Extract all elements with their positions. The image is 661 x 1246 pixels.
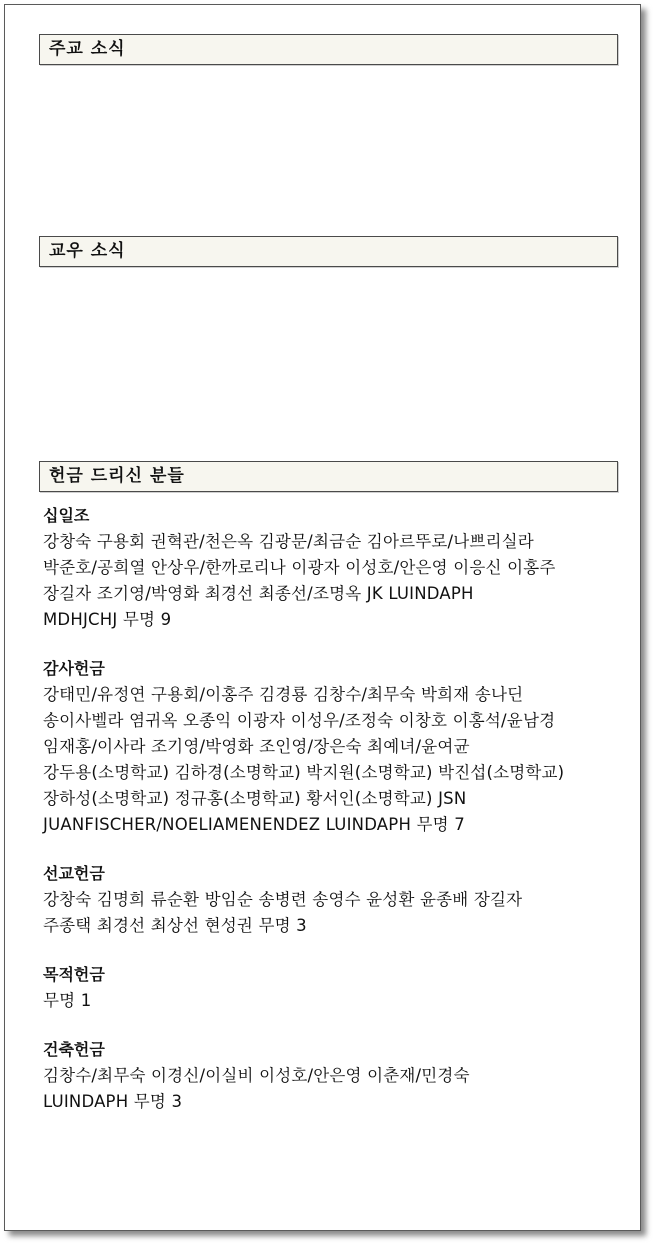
donor-line: 강창숙 김명희 류순환 방임순 송병련 송영수 윤성환 윤종배 장길자: [43, 890, 523, 909]
donation-group-title: 건축헌금: [43, 1040, 105, 1059]
donation-group: [43, 861, 618, 939]
donation-group: [43, 503, 618, 633]
donor-names: [43, 1063, 618, 1115]
section-header-parishioner-news: 교우 소식: [39, 236, 618, 267]
donor-names: [43, 529, 618, 633]
donation-list: [43, 503, 618, 1138]
donor-line: 강태민/유정연 구용회/이홍주 김경룡 김창수/최무숙 박희재 송나딘: [43, 685, 524, 704]
donor-line: 강두용(소명학교) 김하경(소명학교) 박지원(소명학교) 박진섭(소명학교): [43, 763, 565, 782]
donor-line: 임재홍/이사라 조기영/박영화 조인영/장은숙 최예녀/윤여균: [43, 737, 470, 756]
donor-names: [43, 682, 618, 838]
donor-line: 무명 1: [43, 991, 92, 1010]
donor-line: 김창수/최무숙 이경신/이실비 이성호/안은영 이춘재/민경숙: [43, 1066, 470, 1085]
section-header-donations: 헌금 드리신 분들: [39, 461, 618, 492]
donation-group: [43, 1037, 618, 1115]
donation-group-title: 십일조: [43, 506, 90, 525]
donor-line: JUANFISCHER/NOELIAMENENDEZ LUINDAPH 무명 7: [43, 815, 465, 834]
donor-line: 주종택 최경선 최상선 현성권 무명 3: [43, 916, 307, 935]
donor-line: 장하성(소명학교) 정규홍(소명학교) 황서인(소명학교) JSN: [43, 789, 467, 808]
donor-line: 송이사벨라 염귀옥 오종익 이광자 이성우/조정숙 이창호 이홍석/윤남경: [43, 711, 556, 730]
donation-group-title: 감사헌금: [43, 659, 105, 678]
donor-names: [43, 988, 618, 1014]
donor-line: LUINDAPH 무명 3: [43, 1092, 183, 1111]
donation-group-title: 선교헌금: [43, 864, 105, 883]
donor-line: 박준호/공희열 안상우/한까로리나 이광자 이성호/안은영 이응신 이홍주: [43, 558, 556, 577]
donor-line: MDHJCHJ 무명 9: [43, 610, 172, 629]
donation-group: [43, 962, 618, 1014]
donor-line: 장길자 조기영/박영화 최경선 최종선/조명옥 JK LUINDAPH: [43, 584, 474, 603]
donor-names: [43, 887, 618, 939]
donation-group-title: 목적헌금: [43, 965, 105, 984]
donor-line: 강창숙 구용회 권혁관/천은옥 김광문/최금순 김아르뚜로/나쁘리실라: [43, 532, 534, 551]
section-header-bishop-news: 주교 소식: [39, 34, 618, 65]
donation-group: [43, 656, 618, 838]
